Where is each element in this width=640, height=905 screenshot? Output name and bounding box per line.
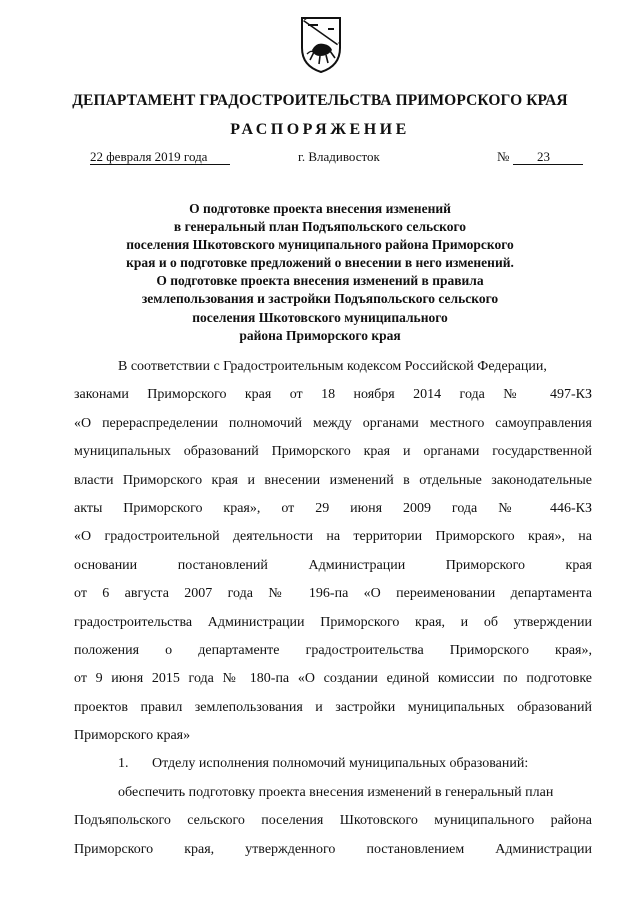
body-line: обеспечить подготовку проекта внесения изменений в генеральный план bbox=[118, 784, 554, 800]
body-line: законами Приморского края от 18 ноября 2014 года № 497-КЗ bbox=[74, 387, 592, 403]
body-line: положения о департаменте градостроительства Приморского края», bbox=[74, 642, 592, 658]
body-line: от 6 августа 2007 года № 196-па «О переименовании департамента bbox=[74, 586, 592, 602]
body-line: акты Приморского края», от 29 июня 2009 года № 446-КЗ bbox=[74, 500, 592, 516]
body-line: В соответствии с Градостроительным кодексом Российской Федерации, bbox=[118, 359, 547, 374]
body-line: Приморского края, утвержденного постановлением Администрации bbox=[74, 841, 592, 857]
number-label: № bbox=[497, 149, 510, 164]
body-line: Подъяпольского сельского поселения Шкотовского муниципального района bbox=[74, 813, 592, 829]
document-body bbox=[74, 353, 592, 864]
coat-of-arms-icon bbox=[298, 14, 344, 74]
body-line: градостроительства Администрации Приморского края, и об утверждении bbox=[74, 614, 592, 630]
item-text: Отделу исполнения полномочий муниципальных образований: bbox=[152, 756, 529, 772]
item-number: 1. bbox=[118, 756, 129, 772]
document-number: 23 bbox=[513, 149, 583, 165]
date-city-number-row bbox=[0, 149, 640, 167]
body-line: «О градостроительной деятельности на территории Приморского края», на bbox=[74, 529, 592, 545]
subject-line: поселения Шкотовского муниципального bbox=[192, 309, 448, 325]
subject-line: землепользования и застройки Подъяпольского сельского bbox=[141, 291, 499, 307]
document-city: г. Владивосток bbox=[298, 149, 380, 164]
document-date: 22 февраля 2019 года bbox=[90, 149, 230, 165]
subject-line: О подготовке проекта внесения изменений в правила bbox=[156, 273, 484, 289]
numbered-item bbox=[74, 750, 592, 778]
body-line: от 9 июня 2015 года № 180-па «О создании единой комиссии по подготовке bbox=[74, 671, 592, 687]
subject-line: О подготовке проекта внесения изменений bbox=[189, 201, 451, 216]
body-line: основании постановлений Администрации Приморского края bbox=[74, 557, 592, 573]
document-subject bbox=[80, 200, 560, 345]
subject-line: в генеральный план Подъяпольского сельского bbox=[173, 219, 467, 235]
body-line: проектов правил землепользования и застройки муниципальных образований bbox=[74, 699, 592, 715]
body-line: муниципальных образований Приморского края и органами государственной bbox=[74, 444, 592, 460]
body-line: «О перераспределении полномочий между органами местного самоуправления bbox=[74, 415, 592, 431]
subject-line: района Приморского края bbox=[239, 327, 401, 343]
subject-line: поселения Шкотовского муниципального района Приморского bbox=[126, 237, 514, 253]
body-line: власти Приморского края и внесении изменений в отдельные законодательные bbox=[74, 472, 592, 488]
department-title: ДЕПАРТАМЕНТ ГРАДОСТРОИТЕЛЬСТВА ПРИМОРСКОГО КРАЯ bbox=[72, 92, 568, 109]
document-type: РАСПОРЯЖЕНИЕ bbox=[230, 121, 410, 138]
subject-line: края и о подготовке предложений о внесении в него изменений. bbox=[126, 255, 514, 271]
body-line: Приморского края» bbox=[74, 728, 191, 744]
